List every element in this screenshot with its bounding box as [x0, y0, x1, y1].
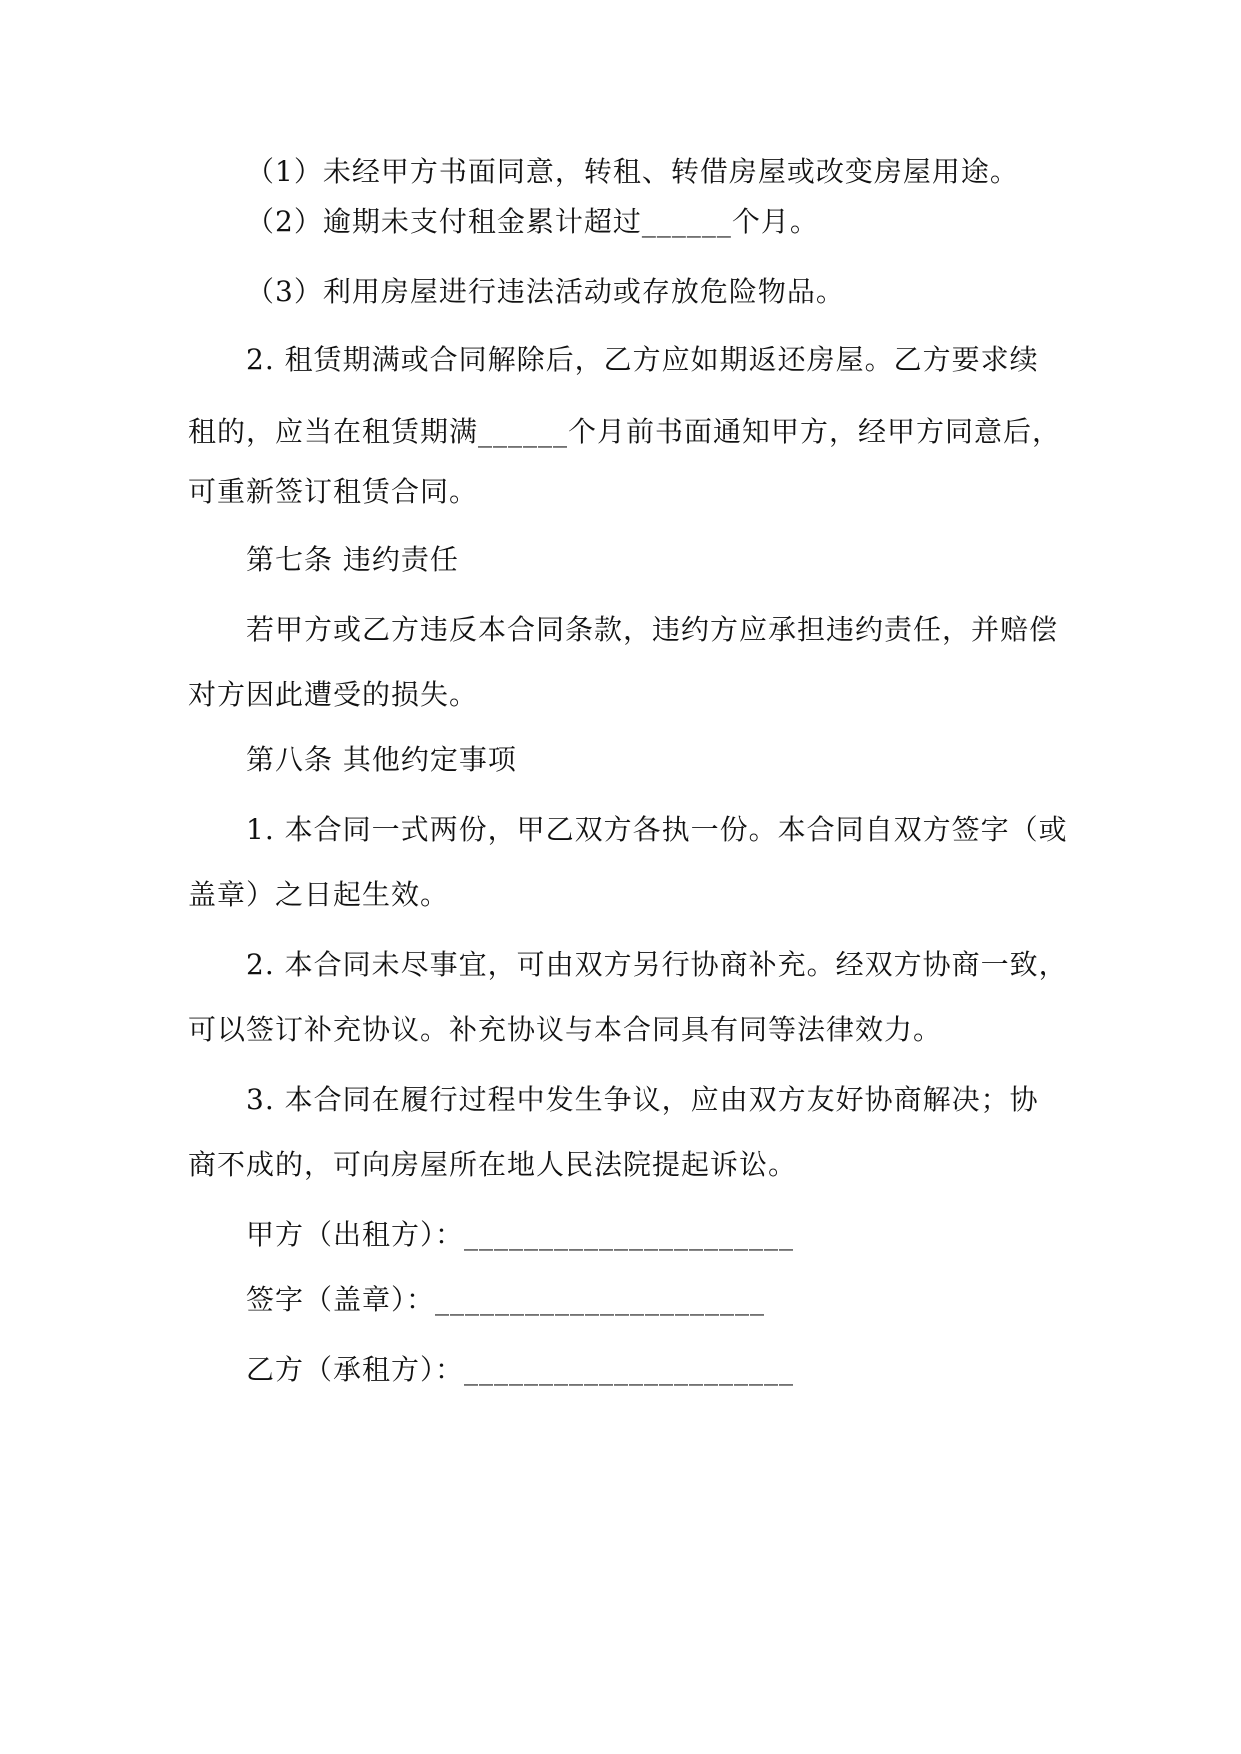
- paragraph-line: 对方因此遭受的损失。: [188, 678, 479, 711]
- paragraph-line: 租的，应当在租赁期满______个月前书面通知甲方，经甲方同意后，: [188, 415, 1062, 448]
- paragraph-line: 2. 租赁期满或合同解除后，乙方应如期返还房屋。乙方要求续: [246, 343, 1039, 376]
- paragraph-line: 盖章）之日起生效。: [188, 878, 450, 911]
- clause-item-2: （2）逾期未支付租金累计超过______个月。: [246, 205, 819, 238]
- section-heading: 第七条 违约责任: [246, 543, 459, 576]
- paragraph-line: 可以签订补充协议。补充协议与本合同具有同等法律效力。: [188, 1013, 943, 1046]
- signature-line-party-b: 乙方（承租方）：______________________: [246, 1353, 795, 1386]
- signature-line-party-a: 甲方（出租方）：______________________: [246, 1218, 795, 1251]
- paragraph-line: 3. 本合同在履行过程中发生争议，应由双方友好协商解决；协: [246, 1083, 1039, 1116]
- paragraph-line: 若甲方或乙方违反本合同条款，违约方应承担违约责任，并赔偿: [246, 613, 1059, 646]
- paragraph-line: 商不成的，可向房屋所在地人民法院提起诉讼。: [188, 1148, 798, 1181]
- paragraph-line: 可重新签订租赁合同。: [188, 475, 479, 508]
- paragraph-line: 1. 本合同一式两份，甲乙双方各执一份。本合同自双方签字（或: [246, 813, 1068, 846]
- clause-item-1: （1）未经甲方书面同意，转租、转借房屋或改变房屋用途。: [246, 155, 1019, 188]
- signature-line-seal: 签字（盖章）：______________________: [246, 1283, 766, 1316]
- paragraph-line: 2. 本合同未尽事宜，可由双方另行协商补充。经双方协商一致，: [246, 948, 1068, 981]
- section-heading: 第八条 其他约定事项: [246, 743, 517, 776]
- clause-item-3: （3）利用房屋进行违法活动或存放危险物品。: [246, 275, 845, 308]
